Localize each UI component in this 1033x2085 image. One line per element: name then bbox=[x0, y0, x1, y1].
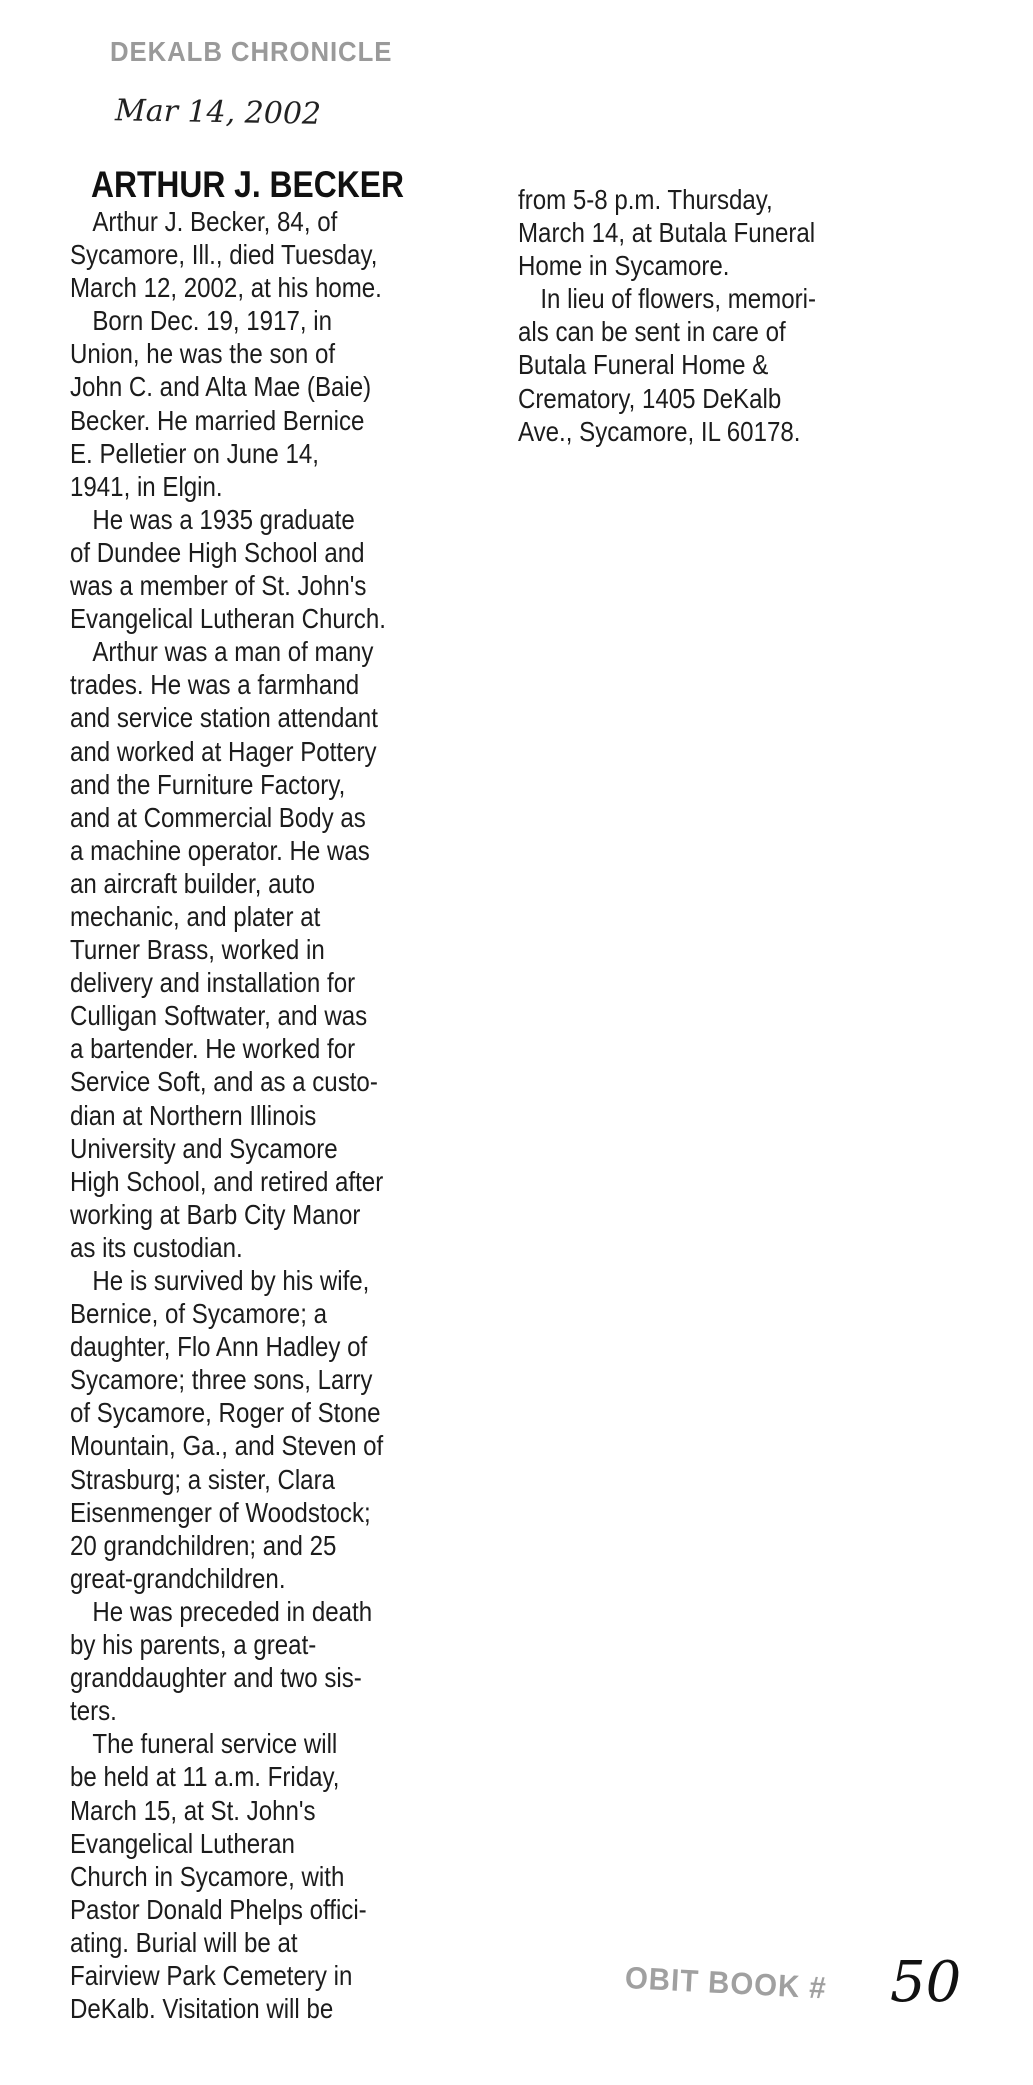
text-line: als can be sent in care of bbox=[518, 316, 786, 348]
text-line: March 12, 2002, at his home. bbox=[70, 272, 382, 304]
obit-book-stamp: OBIT BOOK # bbox=[624, 1960, 828, 2006]
text-line: Union, he was the son of bbox=[70, 338, 336, 370]
text-line: and worked at Hager Pottery bbox=[70, 735, 377, 767]
text-line: Culligan Softwater, and was bbox=[70, 1000, 368, 1032]
text-line: Evangelical Lutheran Church. bbox=[70, 603, 386, 635]
text-line: granddaughter and two sis- bbox=[70, 1662, 362, 1694]
text-line: dian at Northern Illinois bbox=[70, 1099, 317, 1131]
obituary-headline: ARTHUR J. BECKER bbox=[91, 164, 404, 205]
text-line: Butala Funeral Home & bbox=[518, 349, 769, 381]
text-line: was a member of St. John's bbox=[70, 570, 367, 602]
text-line: Fairview Park Cemetery in bbox=[70, 1959, 353, 1991]
text-line: be held at 11 a.m. Friday, bbox=[70, 1761, 340, 1793]
newspaper-name-stamp: DEKALB CHRONICLE bbox=[110, 36, 393, 67]
text-line: E. Pelletier on June 14, bbox=[70, 437, 319, 469]
text-line: by his parents, a great- bbox=[70, 1629, 317, 1661]
text-line: and service station attendant bbox=[70, 702, 378, 734]
text-line: 20 grandchildren; and 25 bbox=[70, 1529, 337, 1561]
text-line: and the Furniture Factory, bbox=[70, 768, 346, 800]
text-line: Pastor Donald Phelps offici- bbox=[70, 1893, 367, 1925]
text-line: Strasburg; a sister, Clara bbox=[70, 1463, 335, 1495]
text-line: Sycamore; three sons, Larry bbox=[70, 1364, 373, 1396]
text-line: of Sycamore, Roger of Stone bbox=[70, 1397, 381, 1429]
text-line: mechanic, and plater at bbox=[70, 900, 321, 932]
text-line: a machine operator. He was bbox=[70, 834, 370, 866]
text-line: The funeral service will bbox=[92, 1728, 338, 1760]
text-line: Sycamore, Ill., died Tuesday, bbox=[70, 239, 378, 271]
text-line: Mountain, Ga., and Steven of bbox=[70, 1430, 384, 1462]
text-line: ters. bbox=[70, 1695, 117, 1727]
text-line: Arthur was a man of many bbox=[92, 636, 374, 668]
text-line: March 15, at St. John's bbox=[70, 1794, 316, 1826]
text-line: He was a 1935 graduate bbox=[92, 503, 355, 535]
text-line: Becker. He married Bernice bbox=[70, 404, 365, 436]
text-line: delivery and installation for bbox=[70, 967, 356, 999]
text-line: working at Barb City Manor bbox=[70, 1198, 361, 1230]
text-line: He was preceded in death bbox=[92, 1595, 373, 1627]
text-line: daughter, Flo Ann Hadley of bbox=[70, 1331, 368, 1363]
text-line: Home in Sycamore. bbox=[518, 250, 730, 282]
text-line: and at Commercial Body as bbox=[70, 801, 366, 833]
text-line: Evangelical Lutheran bbox=[70, 1827, 295, 1859]
text-line: Crematory, 1405 DeKalb bbox=[518, 382, 782, 414]
text-line: March 14, at Butala Funeral bbox=[518, 217, 816, 249]
text-line: John C. and Alta Mae (Baie) bbox=[70, 371, 372, 403]
text-line: ating. Burial will be at bbox=[70, 1926, 298, 1958]
text-line: trades. He was a farmhand bbox=[70, 669, 360, 701]
text-line: 1941, in Elgin. bbox=[70, 470, 223, 502]
text-line: He is survived by his wife, bbox=[92, 1265, 370, 1296]
text-line: DeKalb. Visitation will be bbox=[70, 1993, 334, 2025]
right-column bbox=[518, 183, 898, 448]
text-line: In lieu of flowers, memori- bbox=[540, 283, 817, 315]
text-line: Ave., Sycamore, IL 60178. bbox=[518, 415, 801, 447]
text-line: Service Soft, and as a custo- bbox=[70, 1066, 378, 1098]
text-line: Bernice, of Sycamore; a bbox=[70, 1298, 327, 1330]
text-line: an aircraft builder, auto bbox=[70, 867, 315, 899]
obit-book-number: 50 bbox=[890, 1950, 962, 2015]
text-line: Born Dec. 19, 1917, in bbox=[92, 305, 332, 337]
text-line: Eisenmenger of Woodstock; bbox=[70, 1496, 371, 1528]
handwritten-date: Mar 14, 2002 bbox=[114, 93, 322, 132]
text-line: of Dundee High School and bbox=[70, 536, 365, 568]
text-line: Arthur J. Becker, 84, of bbox=[92, 206, 338, 237]
text-line: great-grandchildren. bbox=[70, 1562, 286, 1594]
text-line: from 5-8 p.m. Thursday, bbox=[518, 184, 773, 215]
text-line: Turner Brass, worked in bbox=[70, 934, 325, 966]
text-line: a bartender. He worked for bbox=[70, 1033, 356, 1065]
left-column bbox=[70, 205, 450, 2025]
text-line: High School, and retired after bbox=[70, 1165, 384, 1197]
text-line: as its custodian. bbox=[70, 1231, 243, 1263]
text-line: Church in Sycamore, with bbox=[70, 1860, 345, 1892]
text-line: University and Sycamore bbox=[70, 1132, 338, 1164]
